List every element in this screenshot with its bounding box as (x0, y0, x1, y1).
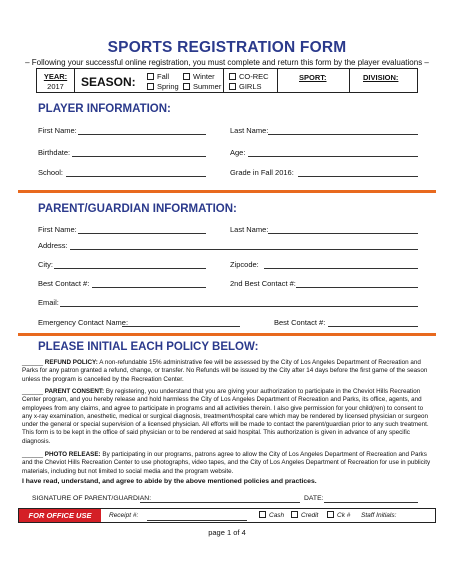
season-option-spring[interactable]: Spring (147, 82, 179, 91)
checkbox-icon[interactable] (183, 73, 190, 80)
guardian-first-name-field[interactable] (78, 233, 206, 234)
checkbox-icon[interactable] (291, 511, 298, 518)
player-first-name-label: First Name: (38, 126, 77, 135)
player-first-name-field[interactable] (78, 134, 206, 135)
parent-consent-heading: PARENT CONSENT: (44, 388, 105, 395)
guardian-address-field[interactable] (70, 249, 418, 250)
guardian-zipcode-label: Zipcode: (230, 260, 259, 269)
division-option-corec[interactable]: CO-REC (229, 72, 269, 81)
guardian-last-name-label: Last Name: (230, 225, 269, 234)
payment-credit[interactable]: Credit (291, 512, 318, 519)
form-page (18, 28, 436, 570)
guardian-heading: PARENT/GUARDIAN INFORMATION: (38, 203, 237, 215)
sport-label: SPORT: (299, 73, 327, 82)
photo-release: ______ PHOTO RELEASE: By participating in our programs, patrons agree to allow the City of Los Angeles Department of Recreation and Parks and the Cheviot Hills Recreation Center to use photographs, video tapes, and the City of Los Angeles Department of Recreation for use in publicity materials, including but not limited to social media and the program website. (22, 451, 431, 475)
guardian-second-contact-field[interactable] (296, 287, 418, 288)
player-age-field[interactable] (248, 156, 418, 157)
season-option-winter[interactable]: Winter (183, 72, 215, 81)
checkbox-icon[interactable] (147, 73, 154, 80)
signature-label: SIGNATURE OF PARENT/GUARDIAN: (32, 495, 152, 502)
player-school-label: School: (38, 168, 64, 177)
player-last-name-field[interactable] (268, 134, 418, 135)
year-label: YEAR: (43, 72, 68, 81)
player-grade-field[interactable] (298, 176, 418, 177)
agreement-statement: I have read, understand, and agree to abide by the above mentioned policies and practices. (22, 478, 317, 485)
guardian-first-name-label: First Name: (38, 225, 77, 234)
divider (349, 69, 350, 92)
page-number: page 1 of 4 (208, 528, 246, 537)
division-label: DIVISION: (363, 73, 399, 82)
refund-policy: ______ REFUND POLICY: A non-refundable 15% administrative fee will be assessed by the City of Los Angeles Department of Recreation and Parks for any patron granted a refund, change, or transfer. No Refunds will be issued by the City after 14 days before the first game of the season unless the program is cancelled by the Recreation Center. (22, 359, 428, 383)
emergency-best-contact-field[interactable] (328, 326, 418, 327)
photo-release-text: By participating in our programs, patrons agree to allow the City of Los Angeles Department of Recreation and Parks and the Cheviot Hills Recreation Center to use photographs, video tapes, and the City of Los Angeles Department of Recreation for use in publicity materials, including but not limited to social media and the program website. (22, 451, 431, 475)
emergency-best-contact-label: Best Contact #: (274, 318, 326, 327)
photo-release-heading: PHOTO RELEASE: (44, 451, 101, 458)
divider (277, 69, 278, 92)
parent-consent: ______ PARENT CONSENT: By registering, you understand that you are giving your authorization to participate in the Cheviot Hills Recreation Center program, and you hereby release and hold harmless the City of Los Angeles Department of Recreation and Parks, its office, agents, and employees from any claims, and agree to participate in programs and all activities therein. I also give permission for your child(ren) to consent to any x-ray examination, anesthetic, medical or surgical diagnosis, treatment/hospital care which may be rendered by licensed physician or surgeon under the general or special supervision of a licensed physician. All efforts will be made to contact the parent/guardian prior to any such treatment. This form is to be kept in the office of said physician or to be rendered at said hospital. This authorization is given in advance of any specific diagnosis. (22, 388, 429, 445)
player-grade-label: Grade in Fall 2016: (230, 168, 294, 177)
payment-check[interactable]: Ck # (327, 512, 350, 519)
guardian-zipcode-field[interactable] (264, 268, 418, 269)
player-school-field[interactable] (66, 176, 206, 177)
divider (223, 69, 224, 92)
form-subtitle: – Following your successful online registration, you must complete and return this form by the player evaluations – (25, 58, 429, 67)
office-use-badge: FOR OFFICE USE ONLY: (19, 509, 101, 522)
emergency-contact-label: Emergency Contact Name: (38, 318, 129, 327)
season-label: SEASON: (81, 75, 136, 89)
checkbox-icon[interactable] (147, 83, 154, 90)
refund-policy-text: A non-refundable 15% administrative fee will be assessed by the City of Los Angeles Department of Recreation and Parks for any patron granted a refund, change, or transfer. No Refunds will be issued by the City after 14 days before the first game of the season unless the program is cancelled by the Recreation Center. (22, 359, 428, 383)
guardian-city-label: City: (38, 260, 53, 269)
refund-policy-heading: REFUND POLICY: (44, 359, 98, 366)
season-option-summer[interactable]: Summer (183, 82, 221, 91)
section-divider (18, 333, 436, 336)
guardian-email-field[interactable] (60, 306, 418, 307)
guardian-best-contact-field[interactable] (92, 287, 206, 288)
date-field[interactable] (324, 502, 418, 503)
payment-cash[interactable]: Cash (259, 512, 284, 519)
guardian-last-name-field[interactable] (268, 233, 418, 234)
player-heading: PLAYER INFORMATION: (38, 103, 171, 115)
guardian-email-label: Email: (38, 298, 59, 307)
season-option-fall[interactable]: Fall (147, 72, 169, 81)
player-birthdate-label: Birthdate: (38, 148, 71, 157)
year-cell (37, 69, 75, 92)
season-box (36, 68, 418, 93)
receipt-label: Receipt #: (109, 512, 139, 519)
form-title: SPORTS REGISTRATION FORM (107, 39, 347, 56)
player-last-name-label: Last Name: (230, 126, 269, 135)
staff-initials-label: Staff Initials: (361, 512, 397, 519)
guardian-best-contact-label: Best Contact #: (38, 279, 90, 288)
division-option-girls[interactable]: GIRLS (229, 82, 262, 91)
checkbox-icon[interactable] (259, 511, 266, 518)
parent-consent-text: By registering, you understand that you are giving your authorization to participate in the Cheviot Hills Recreation Center program, and you hereby release and hold harmless the City of Los Angeles Department of Recreation and Parks, its office, agents, and employees from any claims, and agree to participate in programs and all activities therein. I also give permission for your child(ren) to consent to any x-ray examination, anesthetic, medical or surgical diagnosis, treatment/hospital care which may be rendered by licensed physician or surgeon under the general or special supervision of a licensed physician. All efforts will be made to contact the parent/guardian prior to any such treatment. This form is to be kept in the office of said physician or to be rendered at said hospital. This authorization is given in advance of any specific diagnosis. (22, 388, 429, 445)
policy-heading: PLEASE INITIAL EACH POLICY BELOW: (38, 341, 259, 353)
guardian-address-label: Address: (38, 241, 68, 250)
section-divider (18, 190, 436, 193)
player-age-label: Age: (230, 148, 246, 157)
date-label: DATE: (304, 495, 324, 502)
checkbox-icon[interactable] (229, 83, 236, 90)
checkbox-icon[interactable] (183, 83, 190, 90)
receipt-field[interactable] (147, 520, 247, 521)
guardian-city-field[interactable] (54, 268, 206, 269)
year-value: 2017 (47, 82, 64, 91)
signature-field[interactable] (140, 502, 300, 503)
guardian-second-contact-label: 2nd Best Contact #: (230, 279, 296, 288)
emergency-contact-field[interactable] (122, 326, 240, 327)
checkbox-icon[interactable] (327, 511, 334, 518)
player-birthdate-field[interactable] (72, 156, 206, 157)
checkbox-icon[interactable] (229, 73, 236, 80)
